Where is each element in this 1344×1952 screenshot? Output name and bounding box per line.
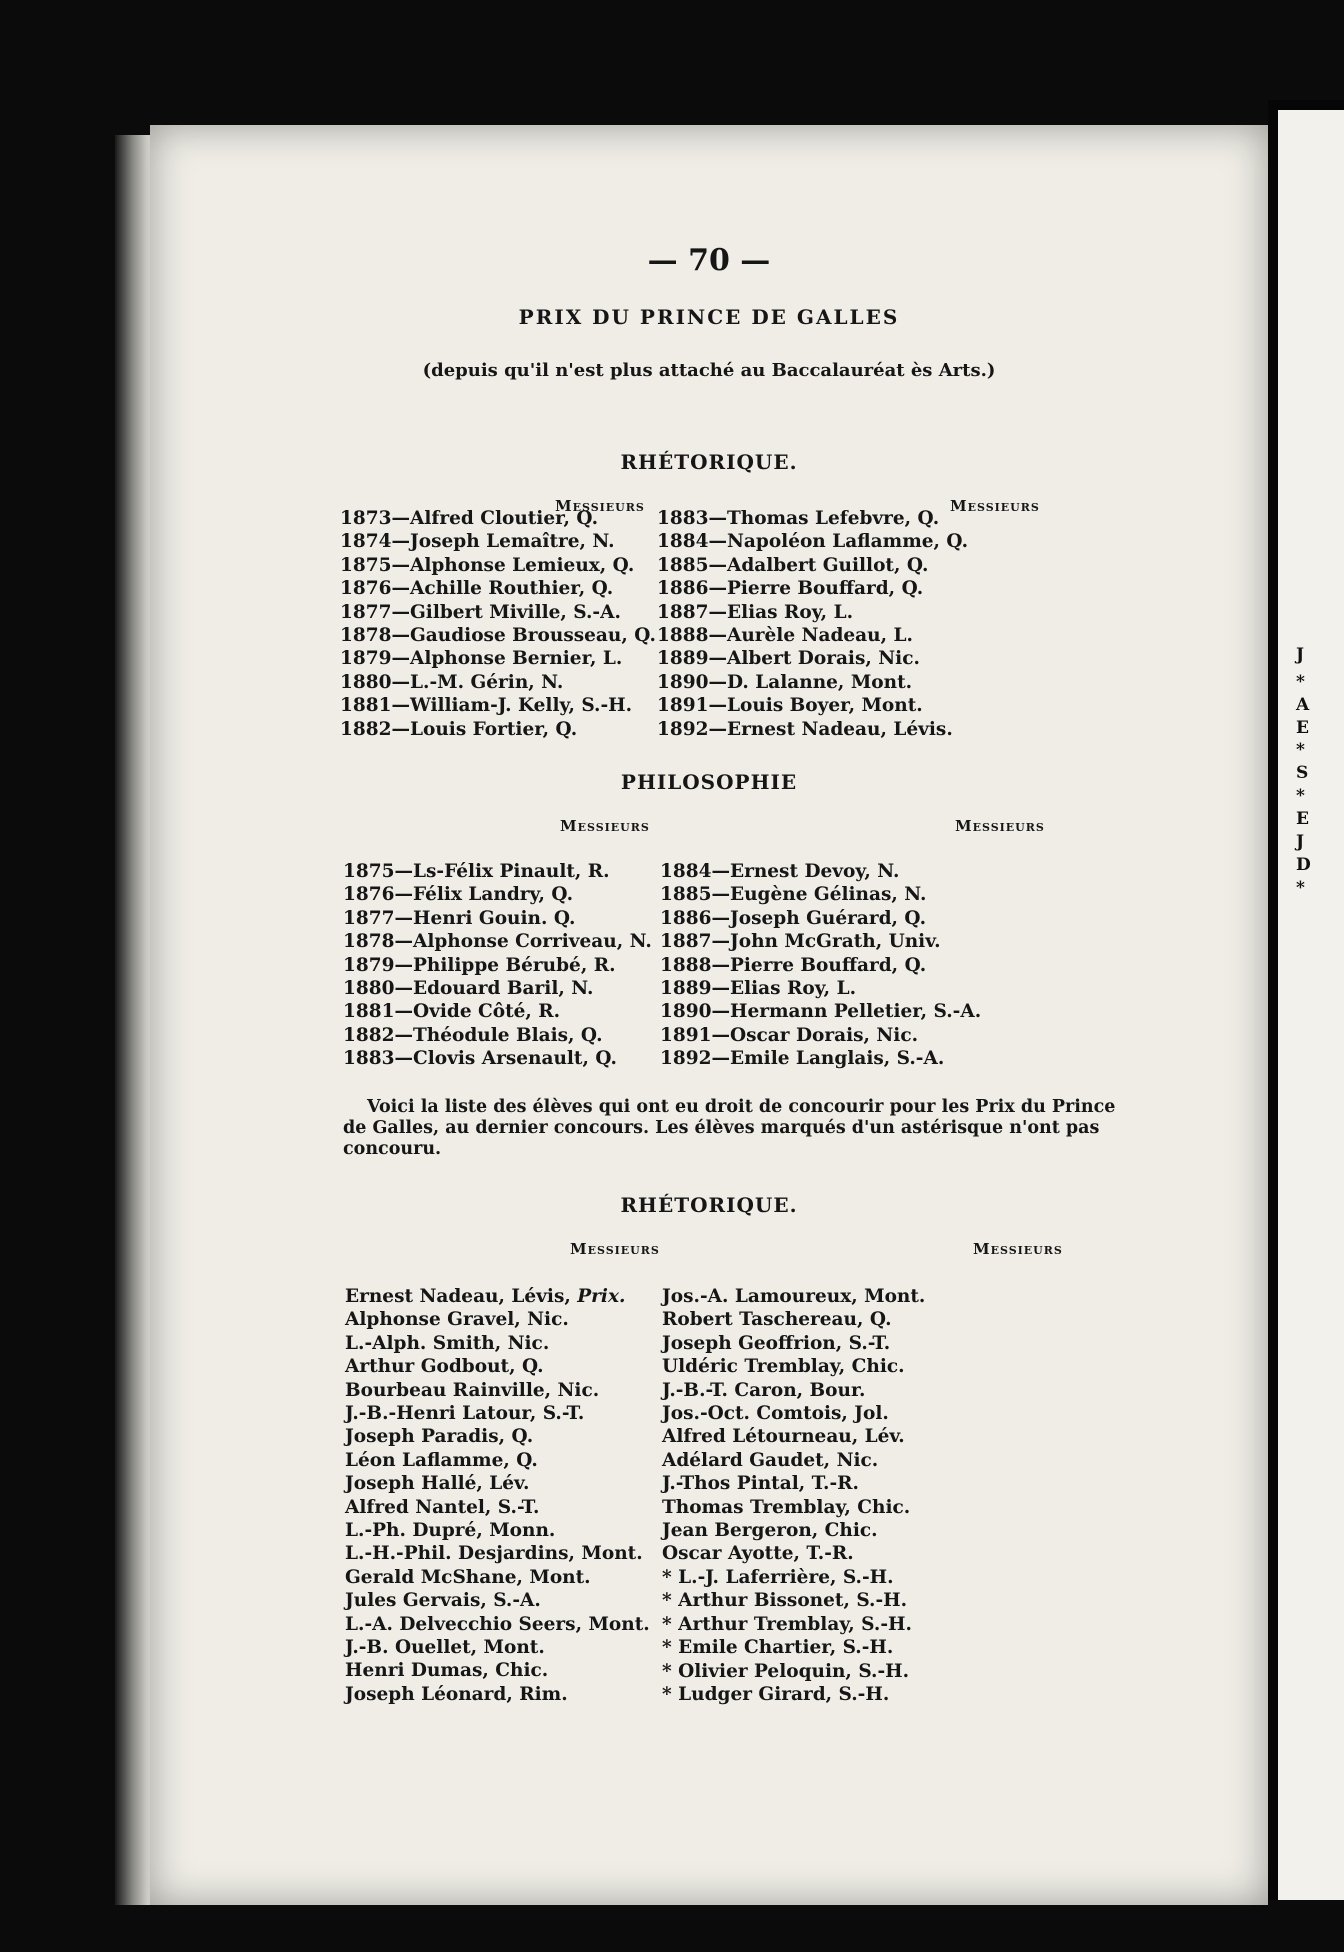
list-item: 1883—Clovis Arsenault, Q. (343, 1048, 617, 1070)
list-item: Arthur Godbout, Q. (345, 1356, 544, 1378)
column-header-left: Messieurs (555, 497, 645, 515)
list-item: L.-H.-Phil. Desjardins, Mont. (345, 1543, 643, 1565)
column-header-right: Messieurs (973, 1240, 1063, 1258)
list-item: 1890—D. Lalanne, Mont. (657, 671, 913, 693)
list-item: Joseph Geoffrion, S.-T. (662, 1332, 891, 1354)
list-item: Adélard Gaudet, Nic. (662, 1449, 879, 1471)
page-subtitle: (depuis qu'il n'est plus attaché au Baccalauréat ès Arts.) (422, 360, 996, 381)
list-item: 1875—Alphonse Lemieux, Q. (340, 554, 635, 576)
list-item: 1878—Gaudiose Brousseau, Q. (340, 625, 656, 647)
rhetorique-candidates-left-rest (345, 1308, 650, 1706)
list-item: 1888—Aurèle Nadeau, L. (657, 625, 913, 647)
adjacent-page-mark: E (1296, 718, 1309, 738)
list-item: 1882—Louis Fortier, Q. (340, 718, 578, 740)
list-item: * Emile Chartier, S.-H. (662, 1637, 894, 1659)
list-item: 1879—Philippe Bérubé, R. (343, 954, 616, 976)
list-item: Joseph Léonard, Rim. (345, 1683, 568, 1705)
list-item: 1875—Ls-Félix Pinault, R. (343, 861, 610, 882)
list-item: 1885—Adalbert Guillot, Q. (657, 554, 929, 576)
list-item: J.-B.-Henri Latour, S.-T. (345, 1403, 585, 1425)
rhetorique-candidates-left (345, 1285, 625, 1308)
philosophie-laureates-left (343, 860, 652, 1071)
column-header-right: Messieurs (950, 497, 1040, 515)
list-item: J.-B.-T. Caron, Bour. (662, 1379, 866, 1401)
list-item: 1887—Elias Roy, L. (657, 601, 854, 623)
adjacent-page-mark: J (1296, 645, 1305, 665)
list-item: Bourbeau Rainville, Nic. (345, 1379, 600, 1401)
adjacent-page-mark: * (1296, 878, 1305, 898)
rhetorique-laureates-left (340, 507, 656, 741)
list-item: Thomas Tremblay, Chic. (662, 1496, 911, 1518)
list-item: L.-A. Delvecchio Seers, Mont. (345, 1613, 650, 1635)
list-item: Robert Taschereau, Q. (662, 1309, 892, 1331)
philosophie-laureates-right (660, 860, 981, 1071)
section-heading-philosophie: PHILOSOPHIE (620, 770, 798, 794)
list-item: L.-Ph. Dupré, Monn. (345, 1520, 556, 1542)
list-item: * Ludger Girard, S.-H. (662, 1683, 890, 1705)
list-item: 1892—Emile Langlais, S.-A. (660, 1048, 945, 1070)
list-item: Jos.-Oct. Comtois, Jol. (662, 1403, 889, 1425)
rhetorique-candidates-right (662, 1285, 925, 1706)
list-item: Alfred Létourneau, Lév. (662, 1426, 905, 1448)
adjacent-page-mark: * (1296, 672, 1305, 692)
prize-winner-name: Ernest Nadeau, Lévis, (345, 1286, 571, 1307)
rhetorique-laureates-right (657, 507, 968, 741)
list-item: * Arthur Bissonet, S.-H. (662, 1590, 908, 1612)
list-item: 1873—Alfred Cloutier, Q. (340, 508, 599, 529)
adjacent-page-mark: A (1296, 695, 1310, 715)
list-item: 1880—Edouard Baril, N. (343, 978, 594, 1000)
list-item: 1886—Joseph Guérard, Q. (660, 907, 927, 929)
page-title: PRIX DU PRINCE DE GALLES (518, 305, 900, 329)
column-header-left: Messieurs (560, 817, 650, 835)
column-header-left: Messieurs (570, 1240, 660, 1258)
list-item: 1890—Hermann Pelletier, S.-A. (660, 1001, 982, 1023)
list-item: 1881—Ovide Côté, R. (343, 1001, 561, 1023)
adjacent-page-mark: * (1296, 740, 1305, 760)
list-item: Henri Dumas, Chic. (345, 1660, 549, 1682)
list-item: 1892—Ernest Nadeau, Lévis. (657, 718, 953, 740)
list-item: 1891—Louis Boyer, Mont. (657, 695, 923, 717)
list-item: 1878—Alphonse Corriveau, N. (343, 931, 652, 953)
list-item: 1879—Alphonse Bernier, L. (340, 648, 623, 670)
list-item: 1889—Albert Dorais, Nic. (657, 648, 920, 670)
list-item: 1889—Elias Roy, L. (660, 978, 857, 1000)
list-item: 1884—Ernest Devoy, N. (660, 861, 900, 882)
list-item: 1877—Gilbert Miville, S.-A. (340, 601, 621, 623)
prize-label: Prix. (577, 1286, 626, 1307)
list-item: 1880—L.-M. Gérin, N. (340, 671, 564, 693)
column-header-right: Messieurs (955, 817, 1045, 835)
candidates-note (343, 1097, 1133, 1160)
list-item: 1881—William-J. Kelly, S.-H. (340, 695, 633, 717)
section-heading-rhetorique: RHÉTORIQUE. (620, 450, 798, 474)
note-line: Voici la liste des élèves qui ont eu droit de concourir pour les Prix du Prince (367, 1097, 1116, 1117)
adjacent-page-mark: * (1296, 786, 1305, 806)
list-item: Joseph Hallé, Lév. (345, 1473, 530, 1495)
list-item: * Arthur Tremblay, S.-H. (662, 1613, 912, 1635)
note-line: concouru. (343, 1139, 442, 1159)
section-heading-rhetorique-candidates: RHÉTORIQUE. (620, 1193, 798, 1217)
list-item: 1888—Pierre Bouffard, Q. (660, 954, 927, 976)
adjacent-page-mark: E (1296, 809, 1309, 829)
list-item: Uldéric Tremblay, Chic. (662, 1356, 905, 1378)
document-page (150, 125, 1268, 1905)
adjacent-page-mark: D (1296, 855, 1311, 875)
adjacent-page (1268, 100, 1344, 1900)
list-item: 1876—Félix Landry, Q. (343, 884, 574, 906)
list-item: 1883—Thomas Lefebvre, Q. (657, 508, 940, 529)
list-item: 1876—Achille Routhier, Q. (340, 578, 614, 600)
list-item: Oscar Ayotte, T.-R. (662, 1543, 854, 1565)
list-item: Jos.-A. Lamoureux, Mont. (662, 1286, 926, 1307)
note-line: de Galles, au dernier concours. Les élèves marqués d'un astérisque n'ont pas (343, 1118, 1100, 1138)
list-item: 1884—Napoléon Laflamme, Q. (657, 531, 969, 553)
list-item: Alphonse Gravel, Nic. (345, 1309, 569, 1331)
list-item: J.-B. Ouellet, Mont. (345, 1637, 545, 1659)
list-item: 1891—Oscar Dorais, Nic. (660, 1024, 919, 1046)
list-item: * Olivier Peloquin, S.-H. (662, 1660, 910, 1682)
page-number: — 70 — (647, 243, 771, 278)
adjacent-page-mark: J (1296, 832, 1305, 852)
list-item: 1882—Théodule Blais, Q. (343, 1024, 603, 1046)
list-item: Jean Bergeron, Chic. (662, 1520, 878, 1542)
list-item: 1886—Pierre Bouffard, Q. (657, 578, 924, 600)
list-item: Alfred Nantel, S.-T. (345, 1496, 540, 1518)
list-item (345, 1285, 625, 1308)
list-item: 1887—John McGrath, Univ. (660, 931, 941, 953)
list-item: J.-Thos Pintal, T.-R. (662, 1473, 859, 1495)
list-item: Gerald McShane, Mont. (345, 1566, 591, 1588)
list-item: * L.-J. Laferrière, S.-H. (662, 1566, 894, 1588)
list-item: 1874—Joseph Lemaître, N. (340, 531, 615, 553)
list-item: 1877—Henri Gouin. Q. (343, 907, 576, 929)
adjacent-page-sheet (1278, 110, 1344, 1900)
list-item: Jules Gervais, S.-A. (345, 1590, 541, 1612)
list-item: 1885—Eugène Gélinas, N. (660, 884, 927, 906)
adjacent-page-mark: S (1296, 763, 1309, 783)
list-item: Léon Laflamme, Q. (345, 1449, 538, 1471)
list-item: L.-Alph. Smith, Nic. (345, 1332, 550, 1354)
list-item: Joseph Paradis, Q. (345, 1426, 534, 1448)
